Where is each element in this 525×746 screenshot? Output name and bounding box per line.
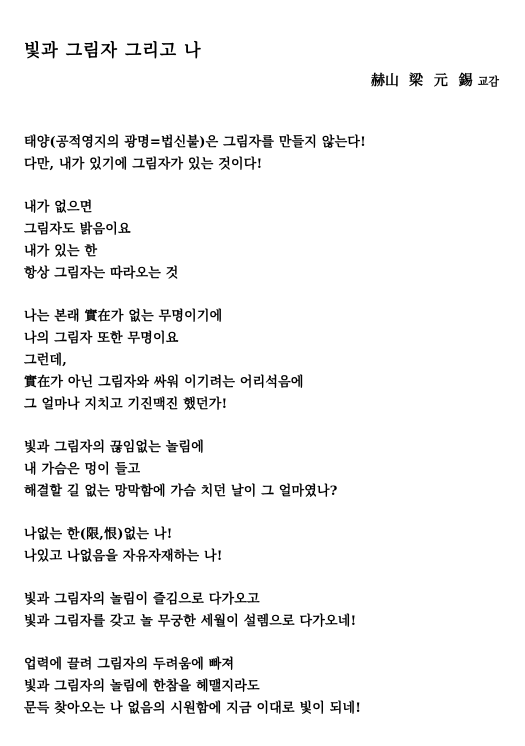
poem-line: 내가 있는 한 [24, 244, 98, 259]
author-line [371, 70, 499, 90]
stanza [24, 524, 504, 568]
poem-line: 나있고 나없음을 자유자재하는 나! [24, 549, 223, 564]
author-pen-name: 赫山 [370, 73, 399, 89]
poem-line: 업력에 끌려 그림자의 두려움에 빠져 [24, 657, 235, 672]
poem-line: 내가 없으면 [24, 200, 93, 215]
poem-line: 내 가슴은 멍이 들고 [24, 462, 141, 477]
poem-line: 다만, 내가 있기에 그림자가 있는 것이다! [24, 157, 263, 172]
poem-line: 그런데, [24, 353, 67, 368]
poem-title: 빛과 그림자 그리고 나 [24, 41, 202, 61]
poem-line: 나의 그림자 또한 무명이요 [24, 331, 179, 346]
stanza [24, 132, 504, 176]
poem-line: 태양(공적영지의 광명=법신불)은 그림자를 만들지 않는다! [24, 135, 367, 150]
stanza [24, 589, 504, 633]
stanza [24, 654, 504, 720]
stanza [24, 197, 504, 285]
poem-line: 나없는 한(限,恨)없는 나! [24, 527, 173, 542]
poem-line: 빛과 그림자를 갖고 놀 무궁한 세월이 설렘으로 다가오네! [24, 614, 357, 629]
poem-line: 그림자도 밝음이요 [24, 222, 131, 237]
poem-line: 빛과 그림자의 놀림이 즐김으로 다가오고 [24, 592, 260, 607]
stanza [24, 437, 504, 503]
poem-body [24, 132, 504, 741]
stanza [24, 306, 504, 416]
poem-line: 항상 그림자는 따라오는 것 [24, 266, 179, 281]
poem-line: 해결할 길 없는 망막함에 가슴 치던 날이 그 얼마였나? [24, 484, 338, 499]
poem-line: 빛과 그림자의 끊임없는 놀림에 [24, 440, 205, 455]
poem-line: 그 얼마나 지치고 기진맥진 했던가! [24, 397, 228, 412]
poem-line: 문득 찾아오는 나 없음의 시원함에 지금 이대로 빛이 되네! [24, 701, 362, 716]
author-name: 梁 元 錫 [408, 73, 476, 89]
poem-line: 實在가 아닌 그림자와 싸워 이기려는 어리석음에 [24, 375, 304, 390]
author-role: 교감 [477, 75, 499, 88]
poem-line: 나는 본래 實在가 없는 무명이기에 [24, 309, 223, 324]
poem-line: 빛과 그림자의 놀림에 한참을 헤맬지라도 [24, 679, 260, 694]
